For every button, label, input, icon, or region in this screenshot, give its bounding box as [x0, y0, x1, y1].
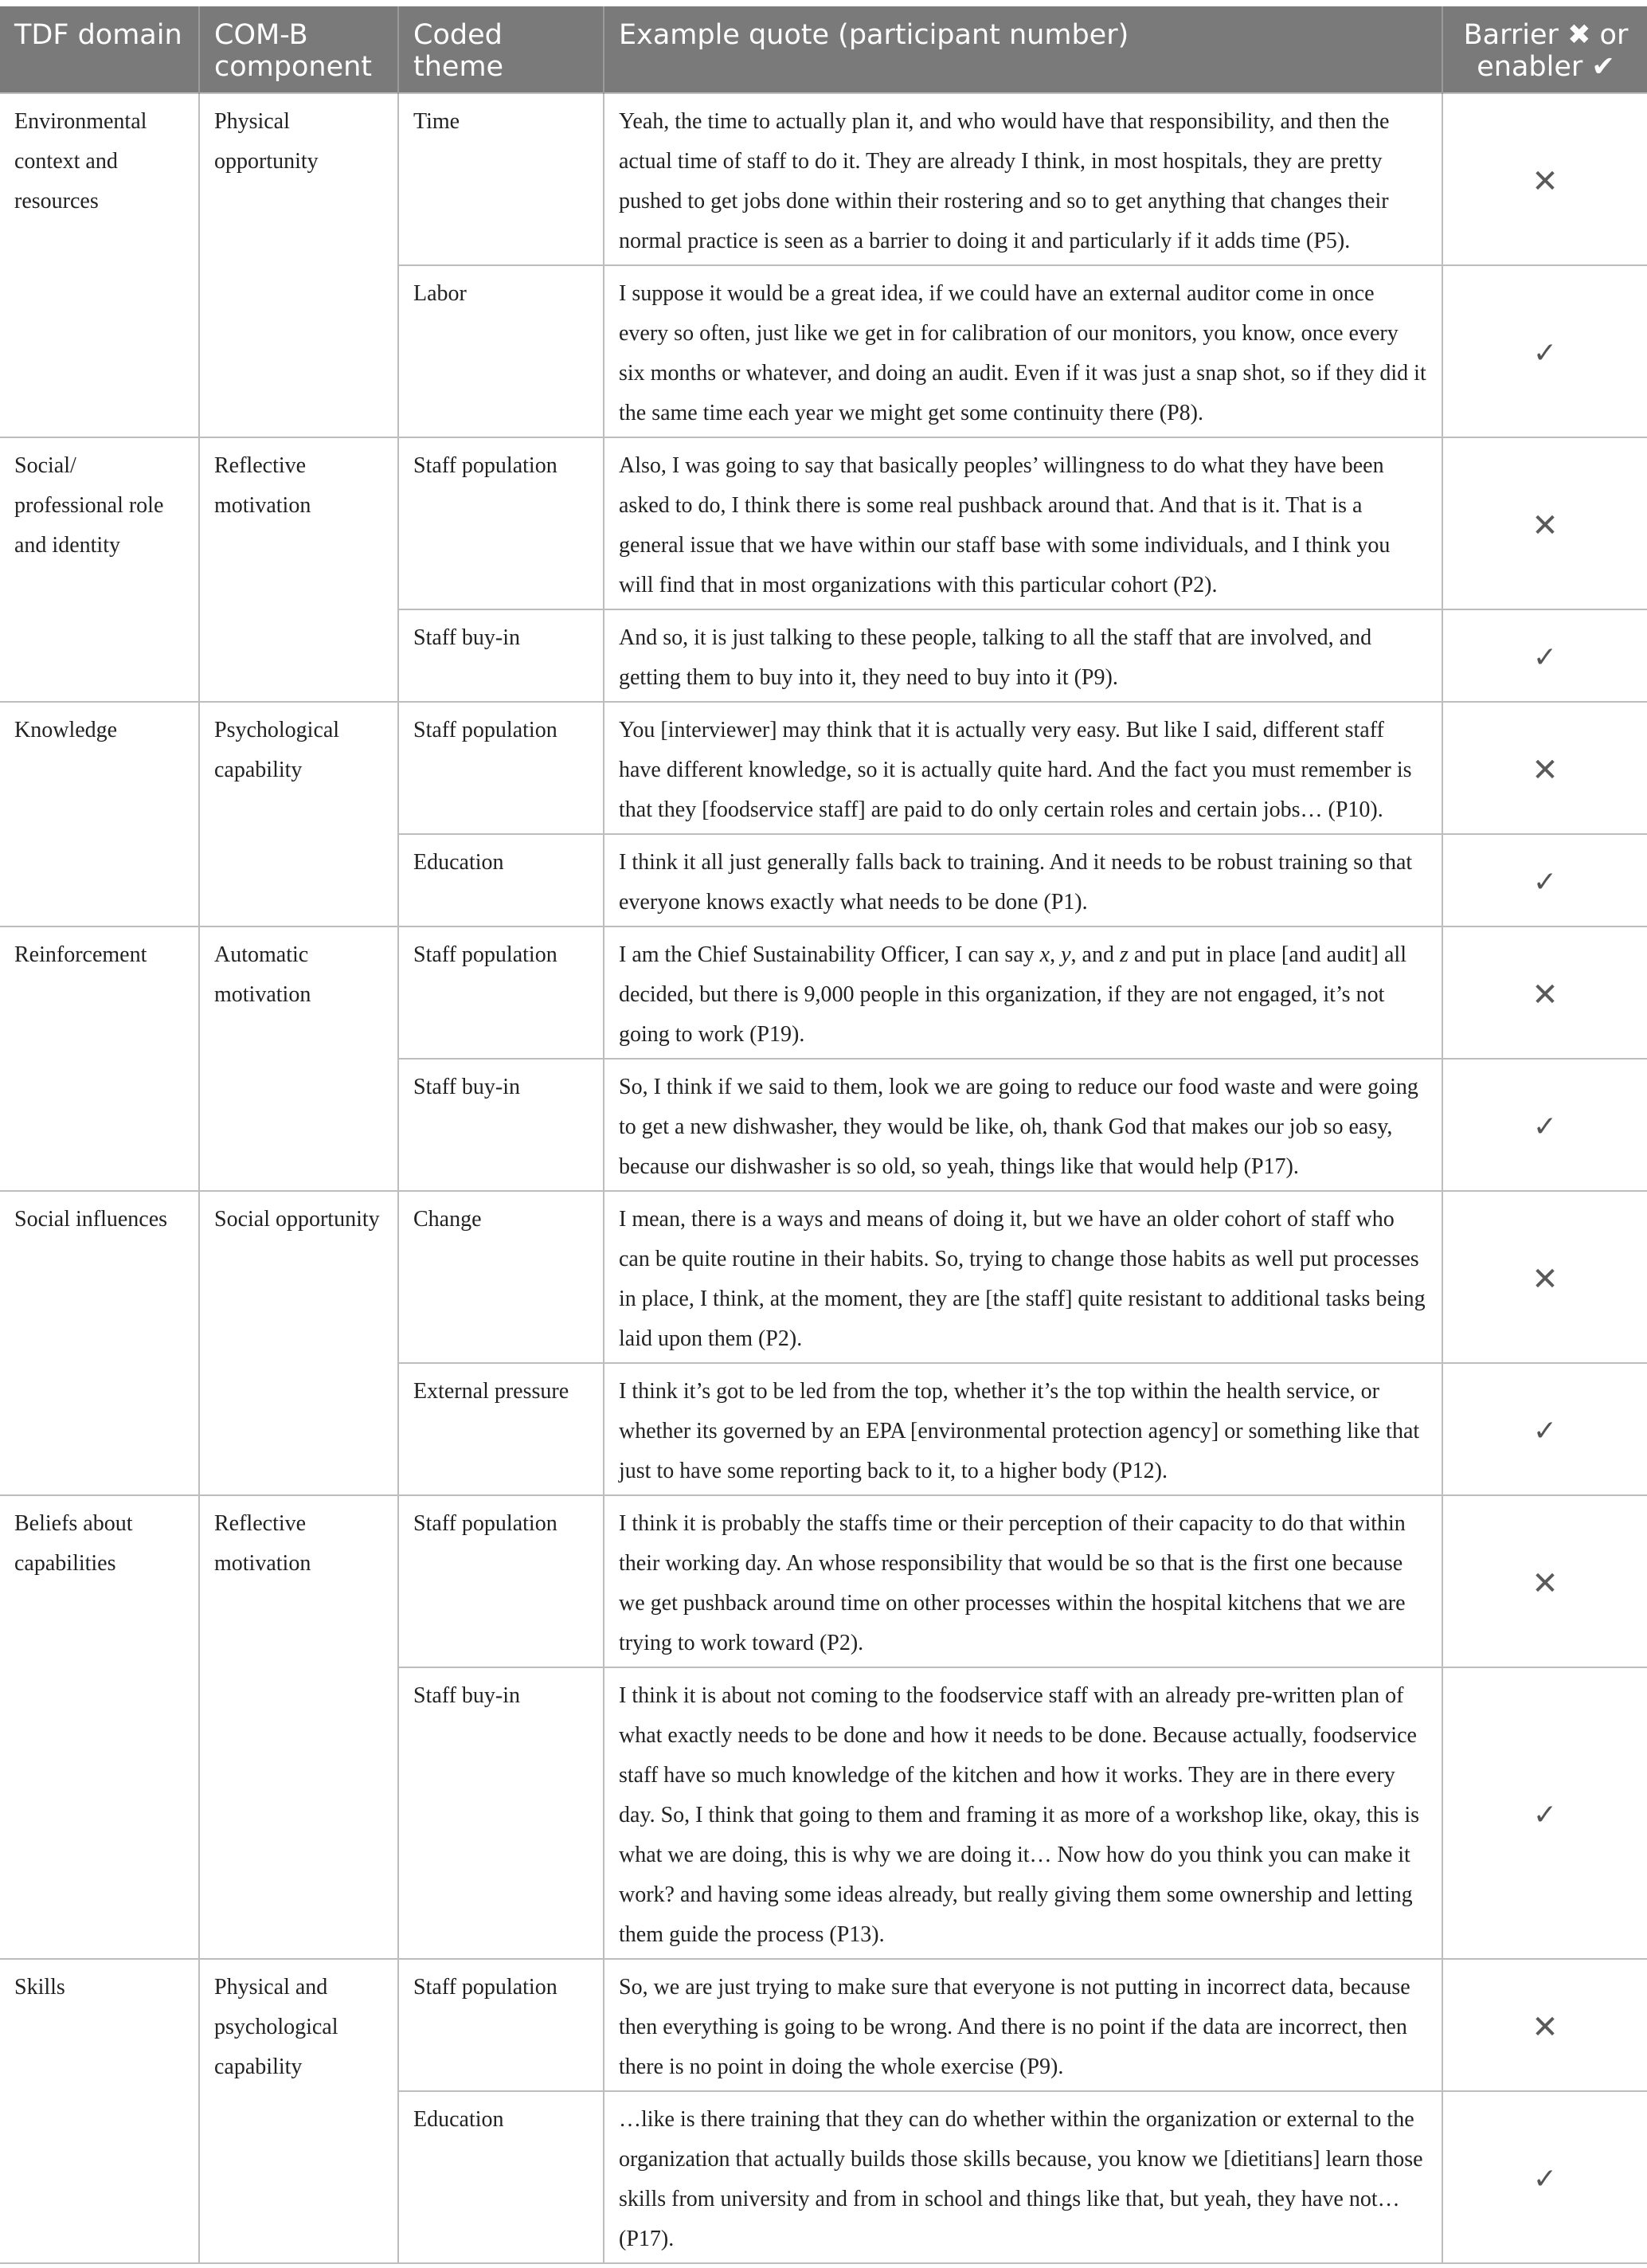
enabler-check-icon: ✓: [1442, 1059, 1647, 1191]
tdf-domain-cell: Social/ professional role and identity: [0, 437, 199, 702]
table-row: [0, 926, 1647, 1059]
coded-theme-cell: Time: [398, 93, 604, 265]
enabler-check-icon: ✓: [1442, 609, 1647, 702]
quote-cell: So, we are just trying to make sure that everyone is not putting in incorrect data, because then everything is going to be wrong. And there is no point if the data are incorrect, then there is no point in doing the whole exercise (P9).: [604, 1959, 1442, 2091]
enabler-check-icon: ✓: [1442, 1667, 1647, 1959]
header-or-enabler-label: or enabler: [1477, 19, 1629, 83]
comb-component-cell: Reflective motivation: [199, 1495, 398, 1959]
quote-cell: I am the Chief Sustainability Officer, I can say x, y, and z and put in place [and audit] all decided, but there is 9,000 people in this organization, if they are not engaged, it’s not going to work (P19).: [604, 926, 1442, 1059]
comb-component-cell: Automatic motivation: [199, 926, 398, 1191]
quote-cell: I think it’s got to be led from the top, whether it’s the top within the health service, or whether its governed by an EPA [environmental protection agency] or something like that just to have some reporting back to it, to a higher body (P12).: [604, 1363, 1442, 1495]
barrier-cross-icon: ✕: [1442, 926, 1647, 1059]
table-header-row: [0, 6, 1647, 93]
table-row: [0, 437, 1647, 609]
quote-cell: I think it is probably the staffs time or their perception of their capacity to do that within their working day. An whose responsibility that would be so that is the first one because we get pushback around time on other processes within the hospital kitchens that we are trying to work toward (P2).: [604, 1495, 1442, 1667]
table-row: [0, 93, 1647, 265]
barrier-cross-icon: ✕: [1442, 1191, 1647, 1363]
header-check-icon: ✔: [1591, 51, 1615, 83]
table-row: [0, 1495, 1647, 1667]
tdf-domain-cell: Reinforcement: [0, 926, 199, 1191]
coded-theme-cell: Staff buy-in: [398, 1059, 604, 1191]
header-barrier-enabler: [1442, 6, 1647, 93]
barrier-cross-icon: ✕: [1442, 1959, 1647, 2091]
table-row: [0, 1959, 1647, 2091]
barrier-cross-icon: ✕: [1442, 702, 1647, 834]
enabler-check-icon: ✓: [1442, 834, 1647, 926]
header-example-quote: Example quote (participant number): [604, 6, 1442, 93]
coded-theme-cell: Staff population: [398, 1959, 604, 2091]
comb-component-cell: Physical and psychological capability: [199, 1959, 398, 2263]
tdf-domain-cell: Knowledge: [0, 702, 199, 926]
table-row: [0, 702, 1647, 834]
coded-theme-cell: Staff buy-in: [398, 609, 604, 702]
quote-cell: You [interviewer] may think that it is actually very easy. But like I said, different staff have different knowledge, so it is actually quite hard. And the fact you must remember is that they [foodservice staff] are paid to do only certain roles and certain jobs… (P10).: [604, 702, 1442, 834]
tdf-domain-cell: Environmental context and resources: [0, 93, 199, 437]
coded-theme-cell: Staff population: [398, 437, 604, 609]
comb-component-cell: Social opportunity: [199, 1191, 398, 1495]
barrier-cross-icon: ✕: [1442, 437, 1647, 609]
coded-theme-cell: Education: [398, 2091, 604, 2263]
coded-theme-cell: External pressure: [398, 1363, 604, 1495]
comb-component-cell: Physical opportunity: [199, 93, 398, 437]
coded-theme-cell: Staff buy-in: [398, 1667, 604, 1959]
coded-theme-cell: Education: [398, 834, 604, 926]
header-barrier-label: Barrier: [1463, 19, 1559, 51]
header-comb-component: COM-B component: [199, 6, 398, 93]
quote-cell: And so, it is just talking to these people, talking to all the staff that are involved, and getting them to buy into it, they need to buy into it (P9).: [604, 609, 1442, 702]
enabler-check-icon: ✓: [1442, 265, 1647, 437]
header-coded-theme: Coded theme: [398, 6, 604, 93]
coded-theme-cell: Staff population: [398, 926, 604, 1059]
tdf-domain-cell: Social influences: [0, 1191, 199, 1495]
tdf-domain-cell: Beliefs about capabilities: [0, 1495, 199, 1959]
coded-theme-cell: Change: [398, 1191, 604, 1363]
coded-theme-cell: Staff population: [398, 1495, 604, 1667]
comb-component-cell: Reflective motivation: [199, 437, 398, 702]
enabler-check-icon: ✓: [1442, 1363, 1647, 1495]
quote-cell: Yeah, the time to actually plan it, and who would have that responsibility, and then the actual time of staff to do it. They are already I think, in most hospitals, they are pretty pushed to get jobs done within their rostering and so to get anything that changes their normal practice is seen as a barrier to doing it and particularly if it adds time (P5).: [604, 93, 1442, 265]
tdf-domain-cell: Skills: [0, 1959, 199, 2263]
quote-cell: Also, I was going to say that basically peoples’ willingness to do what they have been asked to do, I think there is some real pushback around that. And that is it. That is a general issue that we have within our staff base with some individuals, and I think you will find that in most organizations with this particular cohort (P2).: [604, 437, 1442, 609]
enabler-check-icon: ✓: [1442, 2091, 1647, 2263]
header-cross-icon: ✖: [1567, 19, 1591, 51]
barrier-cross-icon: ✕: [1442, 1495, 1647, 1667]
barrier-cross-icon: ✕: [1442, 93, 1647, 265]
quote-cell: I mean, there is a ways and means of doing it, but we have an older cohort of staff who can be quite routine in their habits. So, trying to change those habits as well put processes in place, I think, at the moment, they are [the staff] quite resistant to additional tasks being laid upon them (P2).: [604, 1191, 1442, 1363]
table-row: [0, 1191, 1647, 1363]
quote-cell: …like is there training that they can do whether within the organization or external to the organization that actually builds those skills because, you know we [dietitians] learn those skills from university and from in school and things like that, but yeah, they have not… (P17).: [604, 2091, 1442, 2263]
comb-component-cell: Psychological capability: [199, 702, 398, 926]
tdf-comb-table: [0, 6, 1647, 2264]
quote-cell: I think it all just generally falls back to training. And it needs to be robust training so that everyone knows exactly what needs to be done (P1).: [604, 834, 1442, 926]
coded-theme-cell: Labor: [398, 265, 604, 437]
quote-cell: I think it is about not coming to the foodservice staff with an already pre-written plan of what exactly needs to be done and how it needs to be done. Because actually, foodservice staff have so much knowledge of the kitchen and how it works. They are in there every day. So, I think that going to them and framing it as more of a workshop like, okay, this is what we are doing, this is why we are doing it… Now how do you think you can make it work? and having some ideas already, but really giving them some ownership and letting them guide the process (P13).: [604, 1667, 1442, 1959]
quote-cell: So, I think if we said to them, look we are going to reduce our food waste and were going to get a new dishwasher, they would be like, oh, thank God that makes our job so easy, because our dishwasher is so old, so yeah, things like that would help (P17).: [604, 1059, 1442, 1191]
header-tdf-domain: TDF domain: [0, 6, 199, 93]
coded-theme-cell: Staff population: [398, 702, 604, 834]
quote-cell: I suppose it would be a great idea, if we could have an external auditor come in once every so often, just like we get in for calibration of our monitors, you know, once every six months or whatever, and doing an audit. Even if it was just a snap shot, so if they did it the same time each year we might get some continuity there (P8).: [604, 265, 1442, 437]
